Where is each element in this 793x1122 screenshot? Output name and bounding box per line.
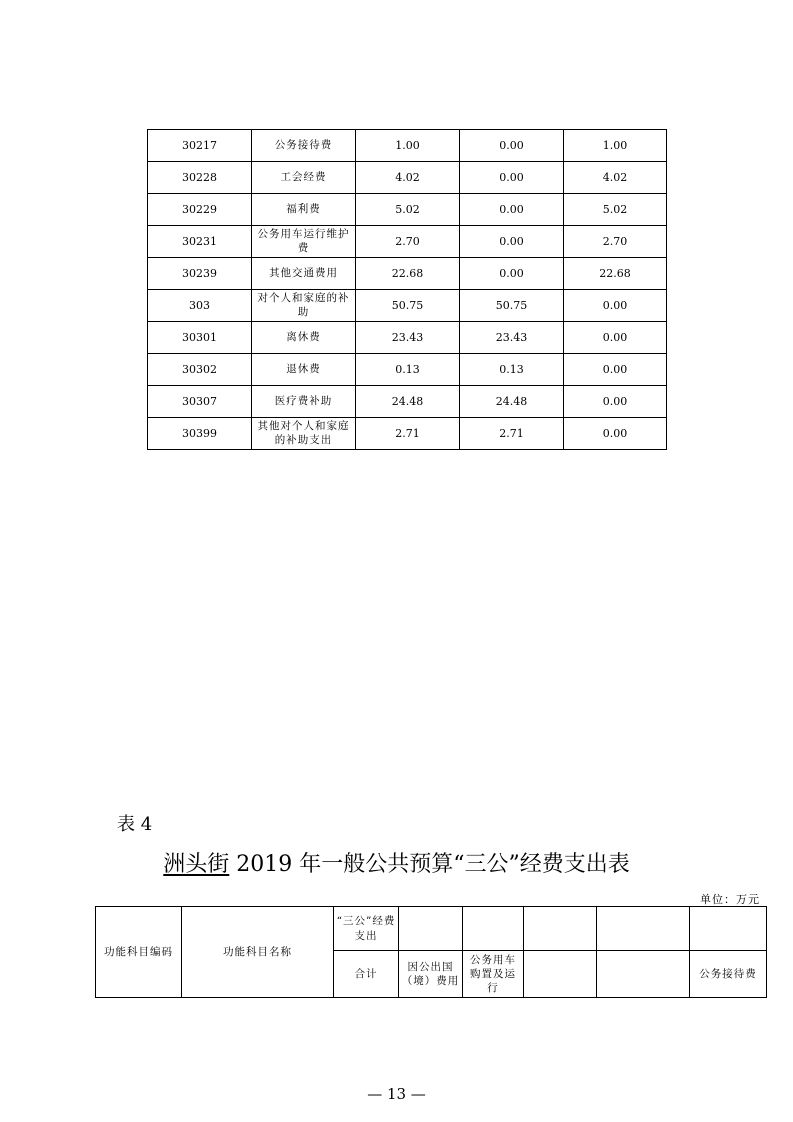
row-project-cell: 5.02 bbox=[564, 194, 667, 226]
row-project-cell: 4.02 bbox=[564, 162, 667, 194]
table-row bbox=[148, 418, 667, 450]
row-project-cell: 0.00 bbox=[564, 386, 667, 418]
row-project-cell: 1.00 bbox=[564, 130, 667, 162]
row-total-cell: 50.75 bbox=[356, 290, 460, 322]
row-code-cell: 30307 bbox=[148, 386, 252, 418]
row-total-cell: 23.43 bbox=[356, 322, 460, 354]
row-total-cell: 2.71 bbox=[356, 418, 460, 450]
row-name-cell: 医疗费补助 bbox=[252, 386, 356, 418]
unit-label: 单位：万元 bbox=[700, 893, 760, 906]
row-project-cell: 0.00 bbox=[564, 418, 667, 450]
row-total-cell: 24.48 bbox=[356, 386, 460, 418]
row-code-cell: 30228 bbox=[148, 162, 252, 194]
row-basic-cell: 0.00 bbox=[460, 226, 564, 258]
row-basic-cell: 0.00 bbox=[460, 258, 564, 290]
header-total: 合计 bbox=[334, 951, 399, 998]
table-label: 表 4 bbox=[117, 814, 153, 835]
row-total-cell: 4.02 bbox=[356, 162, 460, 194]
expenditure-detail-table-body bbox=[148, 130, 667, 450]
sangong-expenditure-table bbox=[95, 906, 767, 998]
table-row bbox=[148, 258, 667, 290]
header-empty-cell bbox=[524, 951, 597, 998]
row-basic-cell: 0.00 bbox=[460, 130, 564, 162]
row-name-cell: 其他交通费用 bbox=[252, 258, 356, 290]
row-code-cell: 30302 bbox=[148, 354, 252, 386]
row-name-cell: 退休费 bbox=[252, 354, 356, 386]
row-basic-cell: 0.00 bbox=[460, 162, 564, 194]
table-row bbox=[148, 386, 667, 418]
row-code-cell: 30301 bbox=[148, 322, 252, 354]
row-name-cell: 公务接待费 bbox=[252, 130, 356, 162]
row-total-cell: 2.70 bbox=[356, 226, 460, 258]
table-row bbox=[148, 130, 667, 162]
row-basic-cell: 50.75 bbox=[460, 290, 564, 322]
table-row bbox=[148, 226, 667, 258]
row-code-cell: 30217 bbox=[148, 130, 252, 162]
header-vehicle-expenses: 公务用车购置及运行 bbox=[463, 951, 524, 998]
table-row bbox=[148, 322, 667, 354]
header-empty-cell bbox=[690, 907, 767, 951]
row-project-cell: 22.68 bbox=[564, 258, 667, 290]
row-basic-cell: 0.13 bbox=[460, 354, 564, 386]
row-basic-cell: 2.71 bbox=[460, 418, 564, 450]
title-organization: 洲头街 bbox=[163, 852, 230, 877]
header-sangong: “三公”经费支出 bbox=[334, 907, 399, 951]
header-empty-cell bbox=[597, 907, 690, 951]
row-name-cell: 对个人和家庭的补助 bbox=[252, 290, 356, 322]
table-row bbox=[148, 354, 667, 386]
table-row bbox=[148, 290, 667, 322]
row-basic-cell: 0.00 bbox=[460, 194, 564, 226]
row-name-cell: 工会经费 bbox=[252, 162, 356, 194]
table-row bbox=[148, 162, 667, 194]
table-row bbox=[148, 194, 667, 226]
row-total-cell: 22.68 bbox=[356, 258, 460, 290]
header-empty-cell bbox=[524, 907, 597, 951]
row-name-cell: 其他对个人和家庭的补助支出 bbox=[252, 418, 356, 450]
header-empty-cell bbox=[399, 907, 463, 951]
row-basic-cell: 24.48 bbox=[460, 386, 564, 418]
title-text: 2019 年一般公共预算“三公”经费支出表 bbox=[229, 852, 630, 877]
page-title bbox=[0, 847, 793, 878]
expenditure-detail-table bbox=[147, 129, 667, 450]
row-name-cell: 离休费 bbox=[252, 322, 356, 354]
row-project-cell: 0.00 bbox=[564, 322, 667, 354]
page-number: — 13 — bbox=[367, 1085, 426, 1103]
row-total-cell: 1.00 bbox=[356, 130, 460, 162]
row-name-cell: 福利费 bbox=[252, 194, 356, 226]
row-code-cell: 30229 bbox=[148, 194, 252, 226]
row-basic-cell: 23.43 bbox=[460, 322, 564, 354]
header-abroad-expenses: 因公出国（境）费用 bbox=[399, 951, 463, 998]
row-project-cell: 0.00 bbox=[564, 354, 667, 386]
table-header-row bbox=[96, 907, 767, 951]
header-code: 功能科目编码 bbox=[96, 907, 182, 998]
row-code-cell: 30399 bbox=[148, 418, 252, 450]
header-reception-expenses: 公务接待费 bbox=[690, 951, 767, 998]
row-code-cell: 30239 bbox=[148, 258, 252, 290]
header-name: 功能科目名称 bbox=[182, 907, 334, 998]
row-name-cell: 公务用车运行维护费 bbox=[252, 226, 356, 258]
row-project-cell: 0.00 bbox=[564, 290, 667, 322]
row-code-cell: 30231 bbox=[148, 226, 252, 258]
row-total-cell: 5.02 bbox=[356, 194, 460, 226]
row-total-cell: 0.13 bbox=[356, 354, 460, 386]
row-code-cell: 303 bbox=[148, 290, 252, 322]
header-empty-cell bbox=[463, 907, 524, 951]
header-empty-cell bbox=[597, 951, 690, 998]
row-project-cell: 2.70 bbox=[564, 226, 667, 258]
